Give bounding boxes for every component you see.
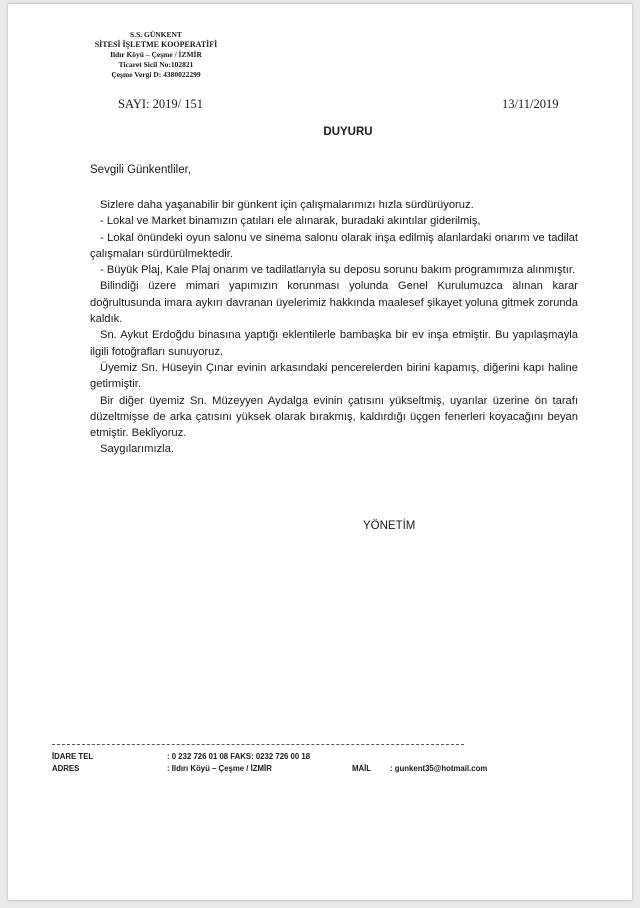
letter-body	[90, 197, 578, 458]
paragraph: Bir diğer üyemiz Sn. Müzeyyen Aydalga evinin çatısını yükseltmiş, uyarılar üzerine ön tarafı düzeltmişse de arka çatısını yüksek olarak bırakmış, kaldırdığı üçgen fenerleri koyacağını beyan etmiştir. Bekliyoruz.	[90, 394, 578, 440]
address-value: : Ildırı Köyü – Çeşme / İZMİR	[167, 764, 272, 773]
footer-address-row	[52, 763, 512, 775]
document-title: DUYURU	[323, 126, 373, 138]
footer-divider	[52, 744, 464, 745]
tel-label: İDARE TEL	[52, 752, 94, 761]
org-address: Ildır Köyü – Çeşme / İZMİR	[110, 50, 202, 59]
tax-office: Çeşme Vergi D: 4380022299	[111, 70, 201, 79]
footer	[52, 751, 512, 775]
paragraph: - Büyük Plaj, Kale Plaj onarım ve tadilatlarıyla su deposu sorunu bakım programımıza alınmıştır.	[100, 264, 576, 277]
letter-date: 13/11/2019	[502, 97, 559, 111]
paragraph: Üyemiz Sn. Hüseyin Çınar evinin arkasındaki pencerelerden birini kapamış, diğerini kapı haline getirmiştir.	[90, 361, 578, 391]
paragraph: Bilindiği üzere mimari yapımızın korunması yolunda Genel Kurulumuzca alınan karar doğrultusunda imara aykırı davranan üyelerimiz hakkında maalesef şikayet yoluna gitmek zorunda kaldık.	[90, 280, 578, 326]
tel-value: : 0 232 726 01 08 FAKS: 0232 726 00 18	[167, 752, 311, 761]
trade-registry: Ticaret Sicil No:102821	[118, 60, 194, 69]
mail-value: : gunkent35@hotmail.com	[390, 764, 488, 773]
signature: YÖNETİM	[363, 520, 416, 532]
org-name: S.S. GÜNKENT	[130, 30, 182, 39]
paragraph: Sn. Aykut Erdoğdu binasına yaptığı eklentilerle bambaşka bir ev inşa etmiştir. Bu yapılaşmayla ilgili fotoğrafları sunuyoruz.	[90, 329, 578, 358]
mail-label: MAİL	[352, 764, 372, 773]
letterhead	[86, 30, 226, 80]
signoff: Saygılarımızla.	[100, 443, 174, 456]
paragraph: - Lokal önündeki oyun salonu ve sinema salonu olarak inşa edilmiş alanlardaki onarım ve tadilat çalışmaları sürdürülmektedir.	[90, 231, 578, 260]
footer-tel-row	[52, 751, 512, 763]
salutation: Sevgili Günkentliler,	[90, 164, 191, 176]
paragraph: - Lokal ve Market binamızın çatıları ele alınarak, buradaki akıntılar giderilmiş,	[100, 215, 481, 228]
org-subtitle: SİTESİ İŞLETME KOOPERATİFİ	[94, 40, 218, 49]
reference-number: SAYI: 2019/ 151	[118, 97, 203, 111]
address-label: ADRES	[52, 764, 80, 773]
paragraph: Sizlere daha yaşanabilir bir günkent için çalışmalarımızı hızla sürdürüyoruz.	[100, 199, 474, 211]
